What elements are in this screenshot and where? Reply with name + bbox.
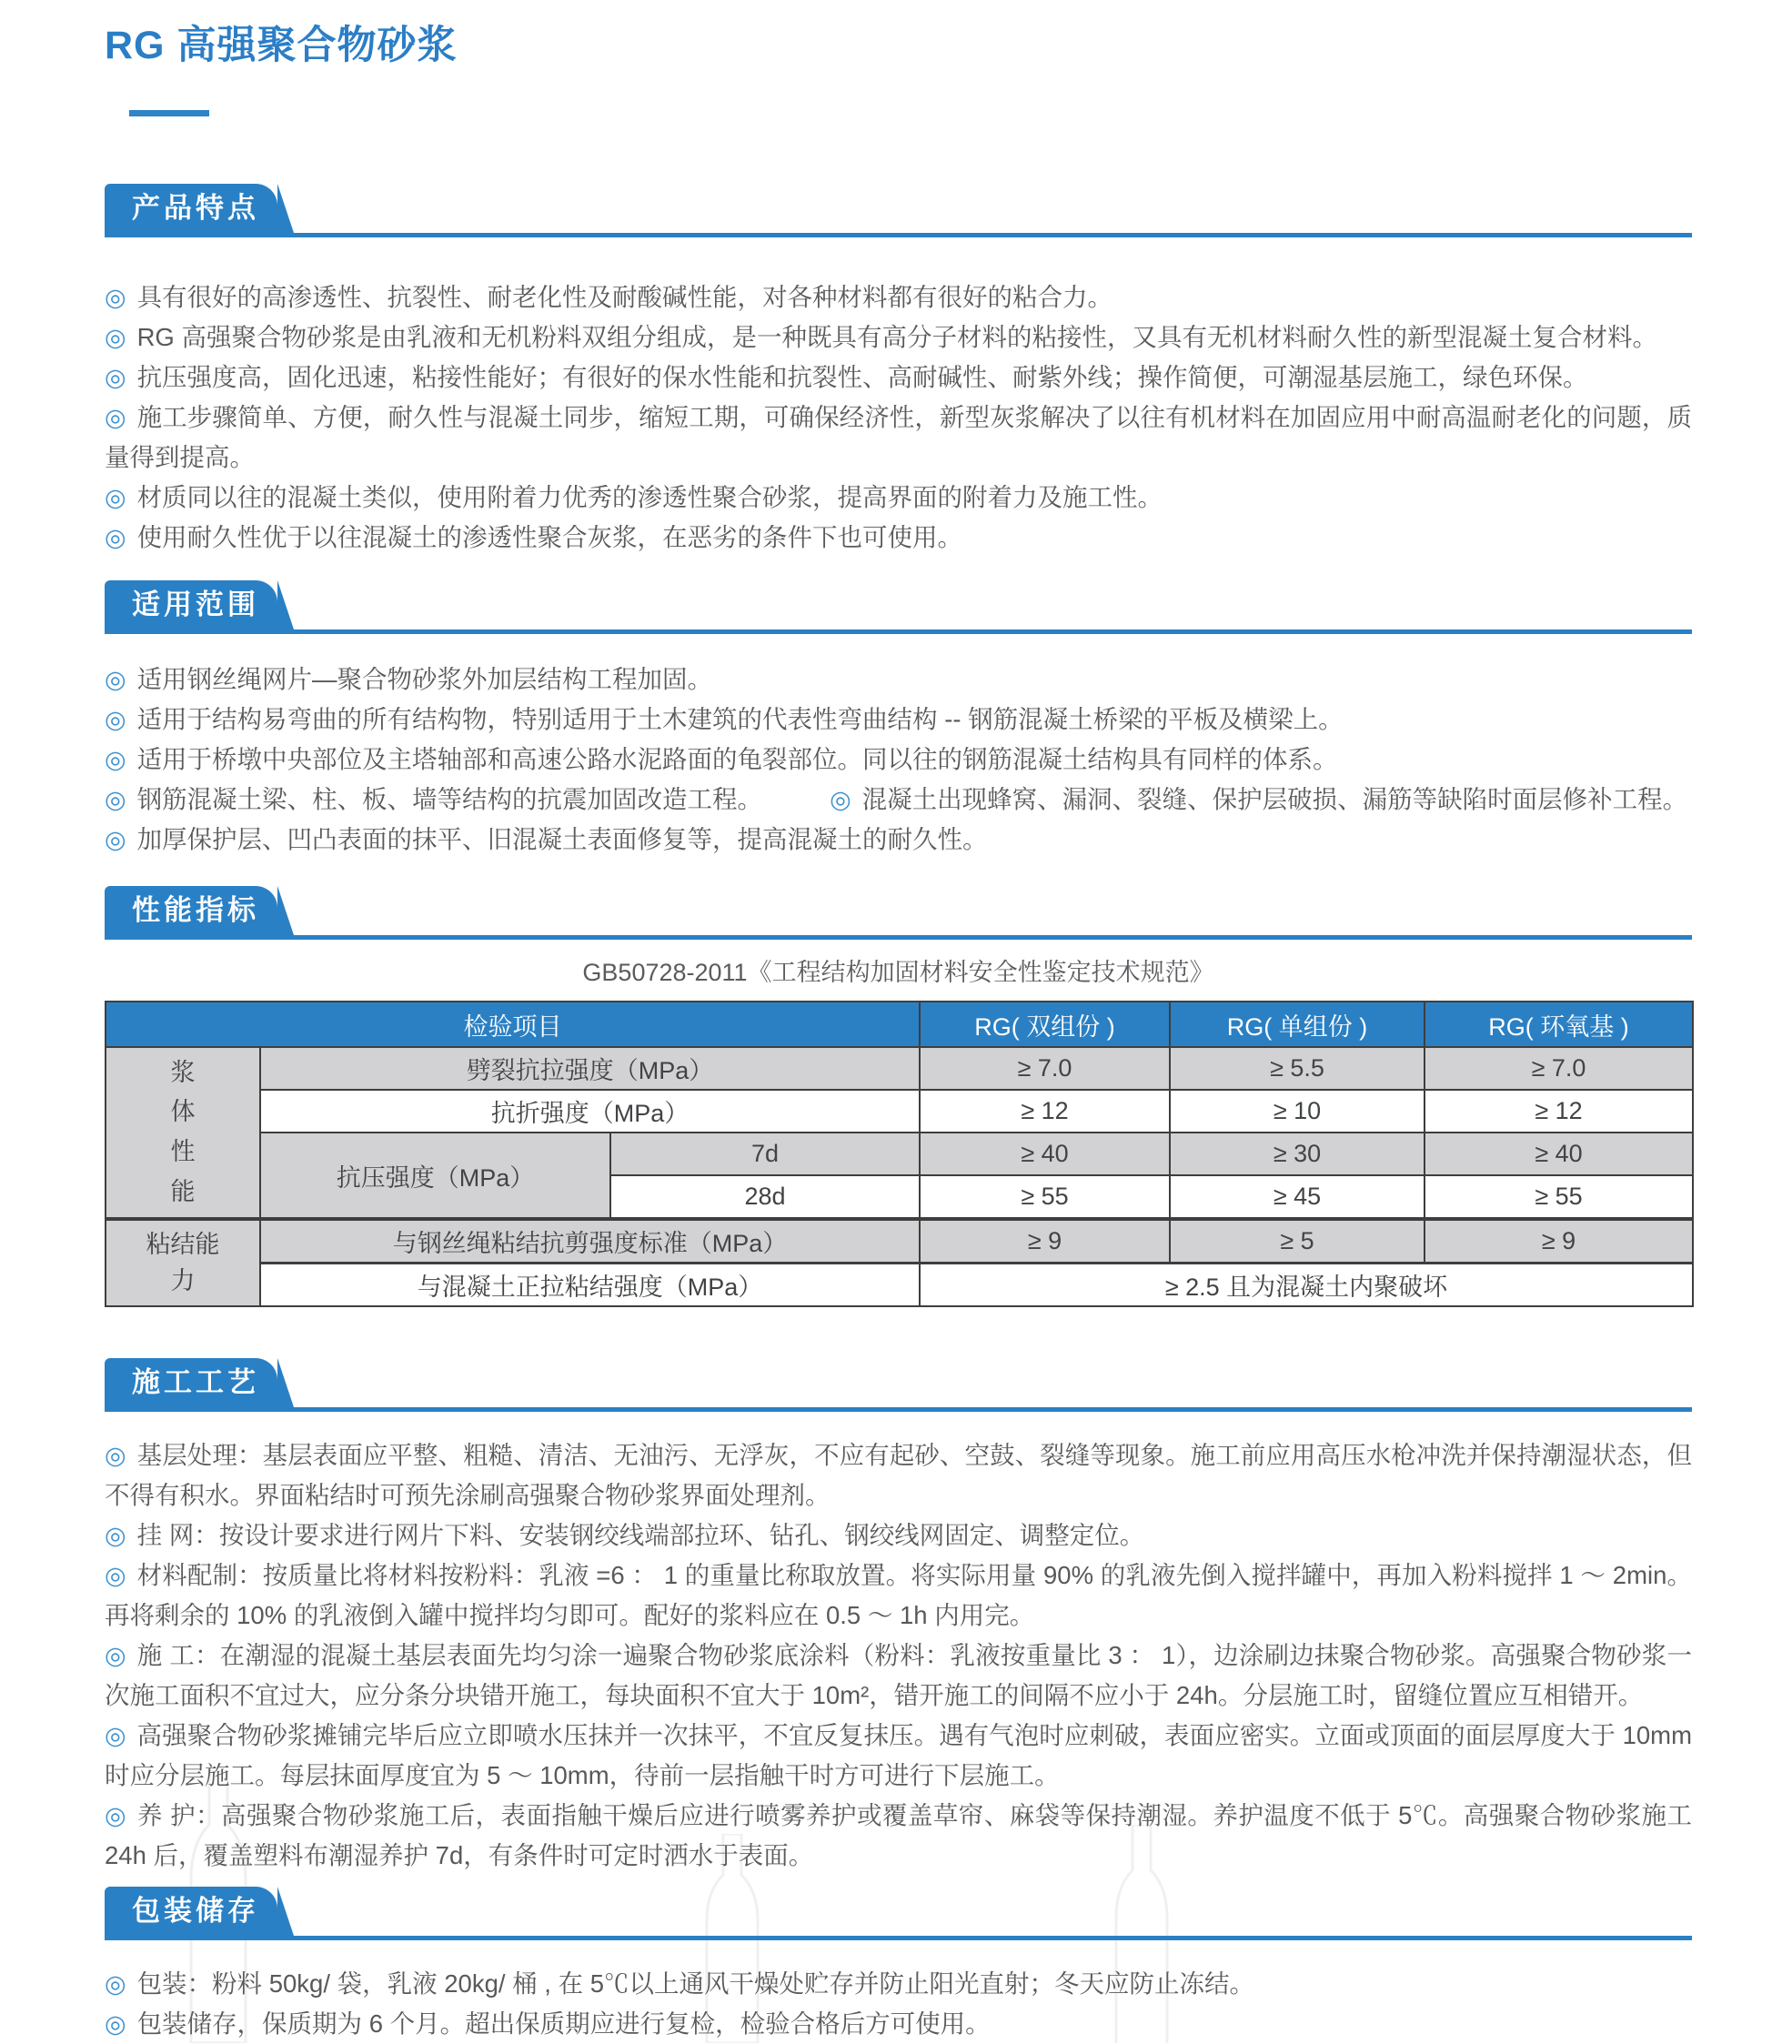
bullet-icon: ◎: [105, 1970, 126, 1998]
table-row-compressive-7d: [106, 1133, 1693, 1175]
bullet-icon: ◎: [105, 666, 126, 693]
packaging-list: [105, 1964, 1692, 2044]
list-item-text: 钢筋混凝土梁、柱、板、墙等结构的抗震加固改造工程。: [136, 785, 763, 813]
bullet-icon: ◎: [830, 786, 851, 813]
list-item: [105, 1515, 1692, 1556]
header-cell-product: RG( 单组份 ): [1170, 1002, 1425, 1047]
list-item-text: 施工步骤简单、方便，耐久性与混凝土同步，缩短工期，可确保经济性，新型灰浆解决了以往有机材料在加固应用中耐高温耐老化的问题，质量得到提高。: [105, 403, 1693, 471]
bullet-icon: ◎: [105, 1802, 127, 1829]
list-item-text: 适用于结构易弯曲的所有结构物，特别适用于土木建筑的代表性弯曲结构 -- 钢筋混凝土桥梁的平板及横梁上。: [136, 705, 1344, 733]
bullet-icon: ◎: [105, 1442, 126, 1469]
list-item-text: 基层处理：基层表面应平整、粗糙、清洁、无油污、无浮灰，不应有起砂、空鼓、裂缝等现象。施工前应用高压水枪冲洗并保持潮湿状态，但不得有积水。界面粘结时可预先涂刷高强聚合物砂浆界面处理剂。: [105, 1441, 1693, 1509]
section-head-scope: [105, 580, 1692, 634]
table-caption: GB50728-2011《工程结构加固材料安全性鉴定技术规范》: [582, 959, 1214, 986]
list-item-text: 施 工：在潮湿的混凝土基层表面先均匀涂一遍聚合物砂浆底涂料（粉料：乳液按重量比 3 ： 1），边涂刷边抹聚合物砂浆。高强聚合物砂浆一次施工面积不宜过大，应分条分块错开施工，每块面积不宜大于 10m²，错开施工的间隔不应小于 24h。分层施工时，留缝位置应互相错开。: [105, 1641, 1692, 1709]
bullet-icon: ◎: [105, 786, 126, 813]
list-item: [105, 1796, 1692, 1876]
value-cell: ≥ 10: [1170, 1090, 1425, 1133]
page: [0, 15, 1792, 2044]
value-cell: ≥ 55: [1425, 1175, 1693, 1219]
list-item-text: 包装储存，保质期为 6 个月。超出保质期应进行复检，检验合格后方可使用。: [136, 2009, 991, 2038]
section-head-packaging: [105, 1887, 1692, 1940]
list-item-text: 适用于桥墩中央部位及主塔轴部和高速公路水泥路面的龟裂部位。同以往的钢筋混凝土结构具有同样的体系。: [136, 745, 1338, 773]
list-item: [105, 660, 1692, 700]
bullet-icon: ◎: [105, 324, 126, 351]
list-item-text: 养 护：高强聚合物砂浆施工后，表面指触干燥后应进行喷雾养护或覆盖草帘、麻袋等保持潮湿。养护温度不低于 5℃。高强聚合物砂浆施工 24h 后，覆盖塑料布潮湿养护 7d，有条件时可定时洒水于表面。: [105, 1801, 1693, 1869]
section-rule: [105, 1936, 1692, 1940]
table-row-flexural: [106, 1090, 1693, 1133]
row-label: 与钢丝绳粘结抗剪强度标准（MPa）: [260, 1219, 920, 1264]
header-cell-item: 检验项目: [106, 1002, 920, 1047]
bullet-icon: ◎: [105, 1522, 126, 1549]
list-item: [105, 317, 1692, 357]
list-item-text: 适用钢丝绳网片—聚合物砂浆外加层结构工程加固。: [136, 665, 713, 693]
badge-slant: [277, 886, 294, 935]
value-cell: ≥ 12: [1425, 1090, 1693, 1133]
row-label: 抗折强度（MPa）: [260, 1090, 920, 1133]
section-badge-scope: [105, 580, 277, 629]
value-cell: ≥ 45: [1170, 1175, 1425, 1219]
section-rule: [105, 935, 1692, 940]
value-cell: ≥ 40: [920, 1133, 1170, 1175]
section-rule: [105, 629, 1692, 634]
value-cell: ≥ 30: [1170, 1133, 1425, 1175]
row-label-compressive: 抗压强度（MPa）: [260, 1133, 610, 1219]
list-item-text: 挂 网：按设计要求进行网片下料、安装钢绞线端部拉环、钻孔、钢绞线网固定、调整定位。: [136, 1521, 1145, 1549]
bullet-icon: ◎: [105, 826, 126, 853]
value-cell: ≥ 5.5: [1170, 1047, 1425, 1090]
table-row-split-tensile: [106, 1047, 1693, 1090]
group-cell-bond: [106, 1219, 260, 1306]
value-cell: ≥ 7.0: [1425, 1047, 1693, 1090]
sub-label: 7d: [610, 1133, 920, 1175]
section-heading: 施工工艺: [132, 1366, 259, 1398]
group-label: 浆体性能: [170, 1058, 196, 1205]
process-list: [105, 1435, 1692, 1876]
bullet-icon: ◎: [105, 404, 126, 431]
value-cell: ≥ 55: [920, 1175, 1170, 1219]
group-cell-paste: [106, 1047, 260, 1219]
table-row-shear: [106, 1219, 1693, 1264]
bullet-icon: ◎: [105, 284, 126, 311]
section-rule: [105, 233, 1692, 237]
sub-label: 28d: [610, 1175, 920, 1219]
section-badge-features: [105, 184, 277, 233]
header-cell-product: RG( 环氧基 ): [1425, 1002, 1693, 1047]
list-item-text: 材质同以往的混凝土类似，使用附着力优秀的渗透性聚合砂浆，提高界面的附着力及施工性。: [136, 483, 1163, 511]
list-item: [105, 478, 1692, 518]
list-item: [105, 1435, 1692, 1515]
list-item: [105, 398, 1692, 478]
list-item-text: 加厚保护层、凹凸表面的抹平、旧混凝土表面修复等，提高混凝土的耐久性。: [136, 825, 988, 853]
section-head-process: [105, 1358, 1692, 1412]
list-item: [105, 820, 1692, 860]
page-title: RG 高强聚合物砂浆: [105, 24, 458, 67]
section-heading: 产品特点: [132, 192, 259, 224]
row-label: 与混凝土正拉粘结强度（MPa）: [260, 1264, 920, 1307]
list-item: [105, 1636, 1692, 1716]
value-cell-merged: ≥ 2.5 且为混凝土内聚破坏: [920, 1264, 1693, 1307]
value-cell: ≥ 9: [1425, 1219, 1693, 1264]
list-item: [105, 2004, 1692, 2044]
scope-list: [105, 660, 1692, 860]
table-row-bond: [106, 1264, 1693, 1307]
bullet-icon: ◎: [105, 1562, 126, 1589]
list-item-double: [105, 780, 1692, 820]
bullet-icon: ◎: [105, 2010, 126, 2038]
badge-slant: [277, 1887, 294, 1936]
list-item: [105, 1964, 1692, 2004]
section-heading: 包装储存: [132, 1895, 259, 1927]
list-item: [105, 1716, 1692, 1796]
list-item: [105, 518, 1692, 558]
section-rule: [105, 1407, 1692, 1412]
performance-table: [105, 1001, 1694, 1307]
list-item: [105, 740, 1692, 780]
bullet-icon: ◎: [105, 1722, 126, 1749]
features-list: [105, 277, 1692, 558]
list-item: [105, 1556, 1692, 1636]
list-item: [105, 700, 1692, 740]
value-cell: ≥ 9: [920, 1219, 1170, 1264]
header-cell-product: RG( 双组份 ): [920, 1002, 1170, 1047]
section-badge-process: [105, 1358, 277, 1407]
group-label: 粘结能力: [146, 1231, 220, 1294]
table-header-row: [106, 1002, 1693, 1047]
section-heading: 适用范围: [132, 589, 259, 620]
list-item-text: 抗压强度高，固化迅速，粘接性能好；有很好的保水性能和抗裂性、高耐碱性、耐紫外线；操作简便，可潮湿基层施工，绿色环保。: [136, 363, 1588, 391]
bullet-icon: ◎: [105, 1642, 126, 1669]
list-item-text: 使用耐久性优于以往混凝土的渗透性聚合灰浆，在恶劣的条件下也可使用。: [136, 523, 963, 551]
list-item-text: 材料配制：按质量比将材料按粉料：乳液 =6 ： 1 的重量比称取放置。将实际用量 90% 的乳液先倒入搅拌罐中，再加入粉料搅拌 1 ～ 2min。再将剩余的 10% 的乳液倒入罐中搅拌均匀即可。配好的浆料应在 0.5 ～ 1h 内用完。: [105, 1561, 1692, 1629]
section-badge-performance: [105, 886, 277, 935]
value-cell: ≥ 7.0: [920, 1047, 1170, 1090]
list-item: [105, 357, 1692, 398]
section-badge-packaging: [105, 1887, 277, 1936]
list-item-text: 具有很好的高渗透性、抗裂性、耐老化性及耐酸碱性能，对各种材料都有很好的粘合力。: [136, 283, 1113, 311]
value-cell: ≥ 5: [1170, 1219, 1425, 1264]
list-item-text: RG 高强聚合物砂浆是由乳液和无机粉料双组分组成，是一种既具有高分子材料的粘接性，又具有无机材料耐久性的新型混凝土复合材料。: [136, 323, 1657, 351]
list-item-text: 包装：粉料 50kg/ 袋，乳液 20kg/ 桶 , 在 5℃以上通风干燥处贮存并防止阳光直射；冬天应防止冻结。: [136, 1969, 1255, 1998]
bullet-icon: ◎: [105, 484, 126, 511]
section-head-performance: [105, 886, 1692, 940]
badge-slant: [277, 1358, 294, 1407]
section-head-features: [105, 184, 1692, 237]
list-item-text: 高强聚合物砂浆摊铺完毕后应立即喷水压抹并一次抹平，不宜反复抹压。遇有气泡时应刺破，表面应密实。立面或顶面的面层厚度大于 10mm 时应分层施工。每层抹面厚度宜为 5 ～ 10mm，待前一层指触干时方可进行下层施工。: [105, 1721, 1692, 1789]
badge-slant: [277, 580, 294, 629]
bullet-icon: ◎: [105, 524, 126, 551]
list-item: [105, 277, 1692, 317]
title-underline: [129, 110, 209, 116]
bullet-icon: ◎: [105, 706, 126, 733]
row-label: 劈裂抗拉强度（MPa）: [260, 1047, 920, 1090]
list-item-text: 混凝土出现蜂窝、漏洞、裂缝、保护层破损、漏筋等缺陷时面层修补工程。: [861, 785, 1688, 813]
value-cell: ≥ 40: [1425, 1133, 1693, 1175]
bullet-icon: ◎: [105, 364, 126, 391]
bullet-icon: ◎: [105, 746, 126, 773]
value-cell: ≥ 12: [920, 1090, 1170, 1133]
badge-slant: [277, 184, 294, 233]
section-heading: 性能指标: [132, 894, 259, 926]
